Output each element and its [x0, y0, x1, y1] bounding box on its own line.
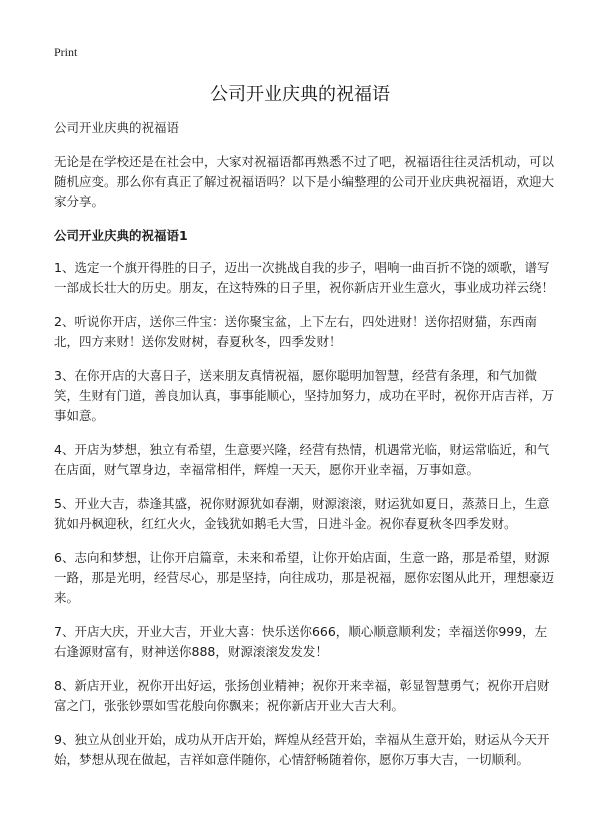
blessing-item: 2、听说你开店，送你三件宝：送你聚宝盆，上下左右，四处进财！送你招财猫，东西南北，四方来财！送你发财树，春夏秋冬，四季发财！: [54, 314, 537, 349]
blessing-item: 4、开店为梦想，独立有希望，生意要兴隆，经营有热情，机遇常光临，财运常临近，和气在店面，财气罩身边，幸福常相伴，辉煌一天天，愿你开业幸福，万事如意。: [54, 442, 550, 477]
blessing-item: 9、独立从创业开始，成功从开店开始，辉煌从经营开始，幸福从生意开始，财运从今天开始，梦想从现在做起，吉祥如意伴随你，心情舒畅随着你，愿你万事大吉，一切顺利。: [54, 732, 550, 767]
blessing-item: 7、开店大庆，开业大吉，开业大喜：快乐送你666，顺心顺意顺利发；幸福送你999，左右逢源财富有，财神送你888，财源滚滚发发发！: [54, 624, 548, 659]
page-title: 公司开业庆典的祝福语: [210, 84, 390, 105]
document-subtitle: 公司开业庆典的祝福语: [54, 120, 180, 135]
blessing-item: 8、新店开业，祝你开出好运，张扬创业精神；祝你开来幸福，彰显智慧勇气；祝你开启财富之门，张张钞票如雪花般向你飘来；祝你新店开业大吉大利。: [54, 678, 550, 713]
blessing-item: 3、在你开店的大喜日子，送来朋友真情祝福，愿你聪明加智慧，经营有条理，和气加微笑，生财有门道，善良加认真，事事能顺心，坚持加努力，成功在平时，祝你开店吉祥，万事如意。: [54, 368, 555, 423]
intro-paragraph: 无论是在学校还是在社会中，大家对祝福语都再熟悉不过了吧，祝福语往往灵活机动，可以随机应变。那么你有真正了解过祝福语吗？以下是小编整理的公司开业庆典祝福语，欢迎大家分享。: [54, 154, 555, 209]
document-body: [54, 118, 554, 784]
section-heading: 公司开业庆典的祝福语1: [54, 228, 188, 243]
blessing-item: 5、开业大吉，恭逢其盛，祝你财源犹如春潮，财源滚滚，财运犹如夏日，蒸蒸日上，生意犹如丹枫迎秋，红红火火，金钱犹如鹅毛大雪，日进斗金。祝你春夏秋冬四季发财。: [54, 496, 550, 531]
blessing-item: 1、选定一个旗开得胜的日子，迈出一次挑战自我的步子，唱响一曲百折不饶的颂歌，谱写一部成长壮大的历史。朋友，在这特殊的日子里，祝你新店开业生意火，事业成功祥云绕！: [54, 260, 555, 295]
print-label: Print: [54, 45, 78, 59]
blessing-item: 6、志向和梦想，让你开启篇章，未来和希望，让你开始店面，生意一路，那是希望，财源一路，那是光明，经营尽心，那是坚持，向往成功，那是祝福，愿你宏图从此开，理想豪迈来。: [54, 550, 555, 605]
